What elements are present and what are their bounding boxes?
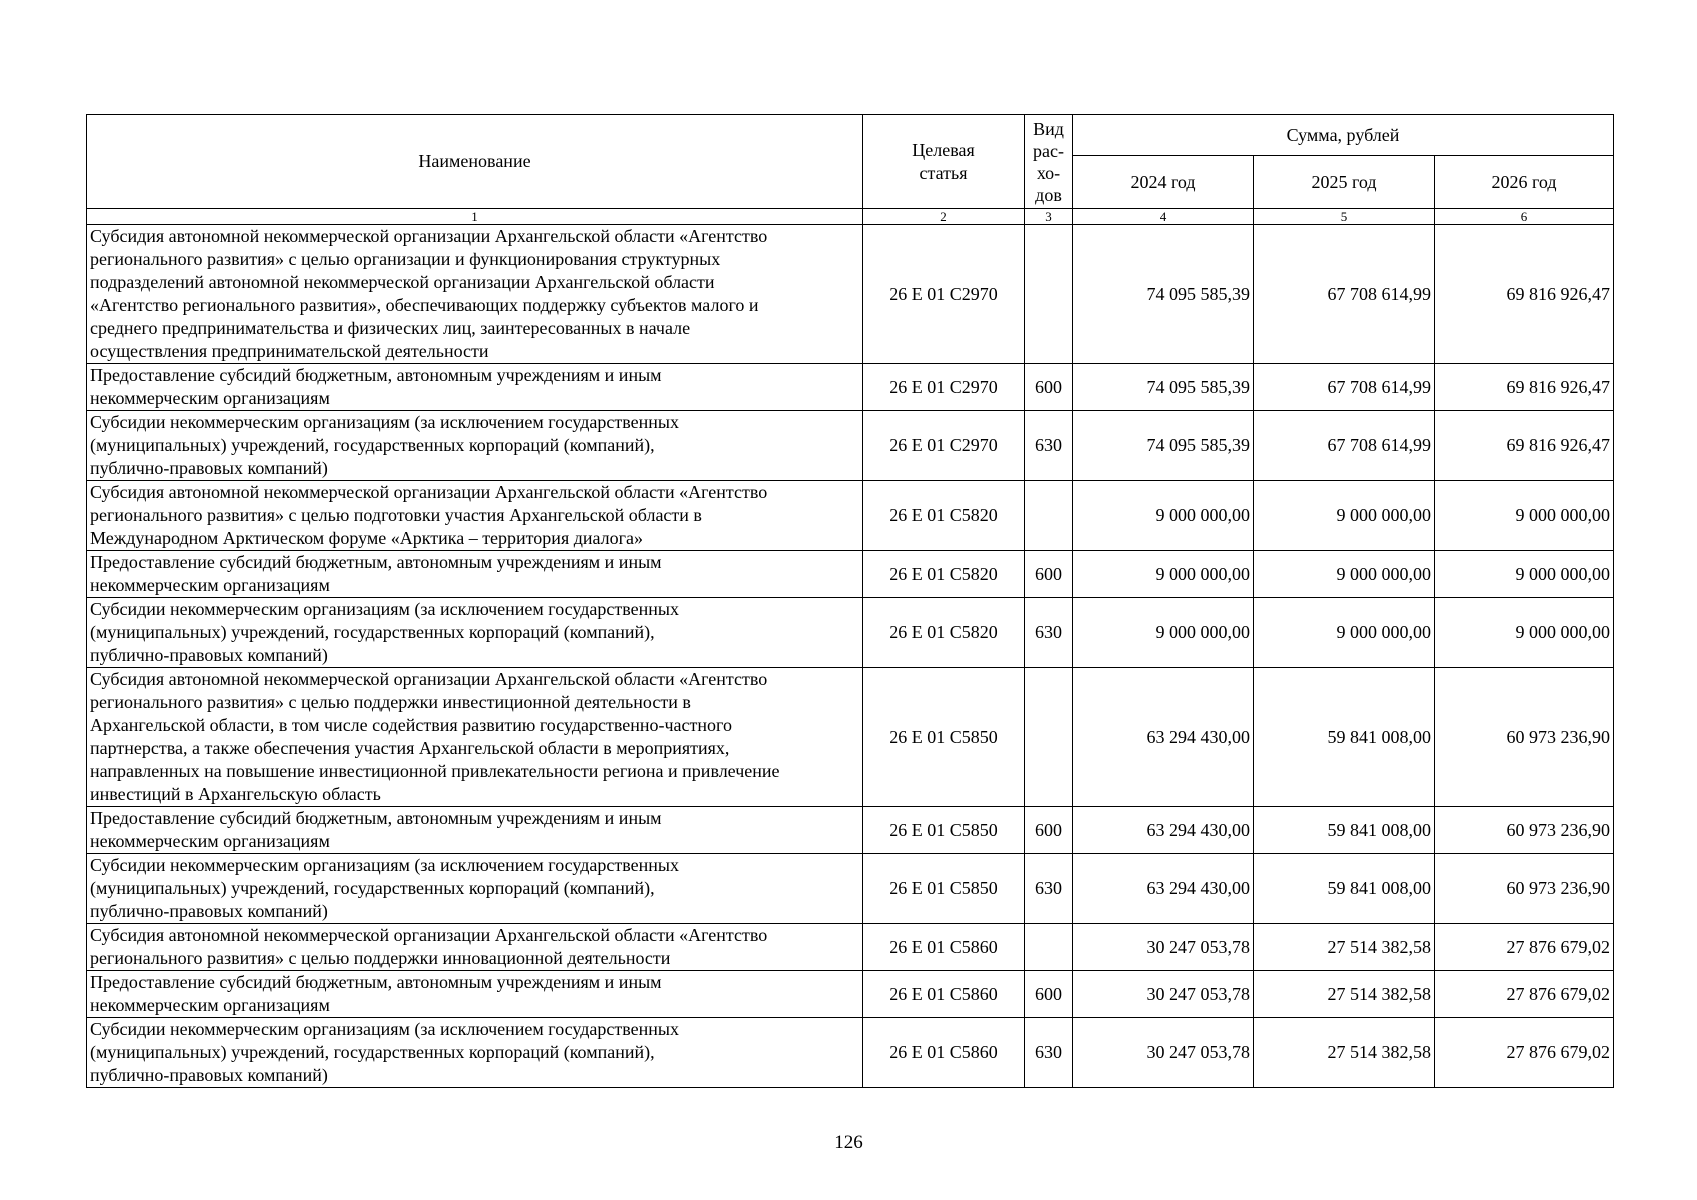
row-amount-2025: 27 514 382,58 <box>1254 924 1435 971</box>
row-name-line: Международном Арктическом форуме «Арктика – территория диалога» <box>90 528 644 548</box>
row-amount-2025: 59 841 008,00 <box>1254 668 1435 807</box>
row-expense-kind: 600 <box>1025 551 1073 598</box>
row-name-line: партнерства, а также обеспечения участия Архангельской области в мероприятиях, <box>90 738 730 758</box>
row-target-code: 26 Е 01 С5850 <box>863 854 1025 924</box>
row-name-line: Субсидия автономной некоммерческой организации Архангельской области «Агентство <box>90 482 768 502</box>
row-amount-2024: 9 000 000,00 <box>1073 598 1254 668</box>
row-name-line: инвестиций в Архангельскую область <box>90 784 381 804</box>
row-name-line: регионального развития» с целью поддержки инвестиционной деятельности в <box>90 692 691 712</box>
header-target-line: статья <box>919 162 968 183</box>
table-row <box>87 551 1614 598</box>
row-amount-2026: 27 876 679,02 <box>1435 924 1614 971</box>
row-name-line: регионального развития» с целью поддержки инновационной деятельности <box>90 948 671 968</box>
column-number: 4 <box>1073 209 1254 225</box>
row-name-line: Субсидии некоммерческим организациям (за исключением государственных <box>90 1019 680 1039</box>
row-name-line: (муниципальных) учреждений, государственных корпораций (компаний), <box>90 622 655 642</box>
row-amount-2024: 63 294 430,00 <box>1073 854 1254 924</box>
row-expense-kind: 630 <box>1025 1018 1073 1088</box>
header-kind-line: дов <box>1035 184 1062 205</box>
row-amount-2025: 9 000 000,00 <box>1254 551 1435 598</box>
row-name-line: Субсидии некоммерческим организациям (за исключением государственных <box>90 855 680 875</box>
row-amount-2026: 69 816 926,47 <box>1435 225 1614 364</box>
table-row <box>87 225 1614 364</box>
row-name <box>87 598 863 668</box>
table-row <box>87 854 1614 924</box>
row-amount-2025: 59 841 008,00 <box>1254 854 1435 924</box>
row-name <box>87 971 863 1018</box>
column-number: 2 <box>863 209 1025 225</box>
table-row <box>87 481 1614 551</box>
row-name <box>87 924 863 971</box>
header-year-2024: 2024 год <box>1073 156 1254 209</box>
row-amount-2024: 74 095 585,39 <box>1073 225 1254 364</box>
row-name-line: направленных на повышение инвестиционной привлекательности региона и привлечение <box>90 761 780 781</box>
row-amount-2024: 74 095 585,39 <box>1073 411 1254 481</box>
row-name-line: (муниципальных) учреждений, государственных корпораций (компаний), <box>90 1042 655 1062</box>
row-name <box>87 225 863 364</box>
row-name-line: Предоставление субсидий бюджетным, автономным учреждениям и иным <box>90 972 662 992</box>
header-kind-line: хо- <box>1036 162 1061 183</box>
page-number: 126 <box>834 1132 863 1153</box>
row-amount-2024: 63 294 430,00 <box>1073 668 1254 807</box>
row-expense-kind: 630 <box>1025 854 1073 924</box>
row-name <box>87 551 863 598</box>
table-body <box>87 225 1614 1088</box>
header-sum-label: Сумма, рублей <box>1286 124 1400 145</box>
row-name <box>87 364 863 411</box>
row-expense-kind <box>1025 924 1073 971</box>
row-name <box>87 854 863 924</box>
row-target-code: 26 Е 01 С5850 <box>863 668 1025 807</box>
row-name-line: некоммерческим организациям <box>90 388 330 408</box>
row-name-line: Субсидии некоммерческим организациям (за исключением государственных <box>90 599 680 619</box>
row-amount-2026: 9 000 000,00 <box>1435 598 1614 668</box>
row-name-line: Предоставление субсидий бюджетным, автономным учреждениям и иным <box>90 365 662 385</box>
row-name-line: Предоставление субсидий бюджетным, автономным учреждениям и иным <box>90 552 662 572</box>
row-amount-2025: 67 708 614,99 <box>1254 225 1435 364</box>
row-name-line: среднего предпринимательства и физических лиц, заинтересованных в начале <box>90 318 691 338</box>
header-sum <box>1073 115 1614 156</box>
row-amount-2025: 59 841 008,00 <box>1254 807 1435 854</box>
row-name-line: Субсидия автономной некоммерческой организации Архангельской области «Агентство <box>90 669 768 689</box>
row-name-line: публично-правовых компаний) <box>90 1065 328 1085</box>
column-number-row <box>87 209 1614 225</box>
row-amount-2026: 69 816 926,47 <box>1435 411 1614 481</box>
row-amount-2024: 30 247 053,78 <box>1073 1018 1254 1088</box>
table-row <box>87 598 1614 668</box>
row-name-line: осуществления предпринимательской деятельности <box>90 341 489 361</box>
row-expense-kind <box>1025 225 1073 364</box>
row-amount-2025: 67 708 614,99 <box>1254 364 1435 411</box>
row-name <box>87 1018 863 1088</box>
row-name-line: некоммерческим организациям <box>90 831 330 851</box>
row-name-line: Субсидия автономной некоммерческой организации Архангельской области «Агентство <box>90 226 768 246</box>
row-name-line: (муниципальных) учреждений, государственных корпораций (компаний), <box>90 878 655 898</box>
row-name <box>87 668 863 807</box>
row-expense-kind: 630 <box>1025 411 1073 481</box>
row-amount-2024: 30 247 053,78 <box>1073 924 1254 971</box>
row-name-line: регионального развития» с целью организации и функционирования структурных <box>90 249 721 269</box>
table-row <box>87 807 1614 854</box>
header-kind-line: рас- <box>1033 140 1064 161</box>
row-amount-2026: 60 973 236,90 <box>1435 807 1614 854</box>
row-amount-2025: 9 000 000,00 <box>1254 481 1435 551</box>
table-row <box>87 1018 1614 1088</box>
row-name <box>87 807 863 854</box>
row-amount-2026: 60 973 236,90 <box>1435 668 1614 807</box>
row-target-code: 26 Е 01 С2970 <box>863 411 1025 481</box>
row-name-line: Субсидии некоммерческим организациям (за исключением государственных <box>90 412 680 432</box>
row-expense-kind <box>1025 668 1073 807</box>
row-expense-kind: 600 <box>1025 971 1073 1018</box>
table-row <box>87 668 1614 807</box>
row-name-line: подразделений автономной некоммерческой организации Архангельской области <box>90 272 715 292</box>
row-name-line: Субсидия автономной некоммерческой организации Архангельской области «Агентство <box>90 925 768 945</box>
row-expense-kind: 600 <box>1025 364 1073 411</box>
row-name <box>87 481 863 551</box>
row-amount-2026: 9 000 000,00 <box>1435 551 1614 598</box>
row-amount-2025: 27 514 382,58 <box>1254 971 1435 1018</box>
row-amount-2024: 74 095 585,39 <box>1073 364 1254 411</box>
header-kind <box>1025 115 1073 209</box>
row-name-line: публично-правовых компаний) <box>90 458 328 478</box>
row-target-code: 26 Е 01 С5860 <box>863 971 1025 1018</box>
row-amount-2026: 27 876 679,02 <box>1435 971 1614 1018</box>
row-amount-2024: 30 247 053,78 <box>1073 971 1254 1018</box>
row-target-code: 26 Е 01 С5860 <box>863 924 1025 971</box>
row-amount-2026: 60 973 236,90 <box>1435 854 1614 924</box>
row-name-line: регионального развития» с целью подготовки участия Архангельской области в <box>90 505 702 525</box>
table-row <box>87 411 1614 481</box>
column-number: 3 <box>1025 209 1073 225</box>
column-number: 6 <box>1435 209 1614 225</box>
row-amount-2025: 9 000 000,00 <box>1254 598 1435 668</box>
table-row <box>87 364 1614 411</box>
row-target-code: 26 Е 01 С5820 <box>863 481 1025 551</box>
row-amount-2026: 69 816 926,47 <box>1435 364 1614 411</box>
row-name-line: публично-правовых компаний) <box>90 901 328 921</box>
row-name-line: некоммерческим организациям <box>90 575 330 595</box>
header-target-line: Целевая <box>912 139 975 160</box>
header-year-2026: 2026 год <box>1435 156 1614 209</box>
row-amount-2026: 9 000 000,00 <box>1435 481 1614 551</box>
row-amount-2025: 67 708 614,99 <box>1254 411 1435 481</box>
row-target-code: 26 Е 01 С2970 <box>863 225 1025 364</box>
column-number: 5 <box>1254 209 1435 225</box>
header-target <box>863 115 1025 209</box>
row-target-code: 26 Е 01 С5850 <box>863 807 1025 854</box>
column-number: 1 <box>87 209 863 225</box>
row-amount-2024: 9 000 000,00 <box>1073 551 1254 598</box>
row-name-line: (муниципальных) учреждений, государственных корпораций (компаний), <box>90 435 655 455</box>
row-amount-2026: 27 876 679,02 <box>1435 1018 1614 1088</box>
row-expense-kind <box>1025 481 1073 551</box>
row-target-code: 26 Е 01 С5820 <box>863 598 1025 668</box>
row-amount-2025: 27 514 382,58 <box>1254 1018 1435 1088</box>
row-target-code: 26 Е 01 С5820 <box>863 551 1025 598</box>
row-target-code: 26 Е 01 С5860 <box>863 1018 1025 1088</box>
row-amount-2024: 9 000 000,00 <box>1073 481 1254 551</box>
row-name <box>87 411 863 481</box>
row-target-code: 26 Е 01 С2970 <box>863 364 1025 411</box>
header-name <box>87 115 863 209</box>
row-amount-2024: 63 294 430,00 <box>1073 807 1254 854</box>
row-name-line: «Агентство регионального развития», обеспечивающих поддержку субъектов малого и <box>90 295 759 315</box>
table-row <box>87 971 1614 1018</box>
row-name-line: Предоставление субсидий бюджетным, автономным учреждениям и иным <box>90 808 662 828</box>
row-expense-kind: 630 <box>1025 598 1073 668</box>
header-name-label: Наименование <box>418 151 531 171</box>
row-name-line: Архангельской области, в том числе содействия развитию государственно-частного <box>90 715 732 735</box>
budget-table <box>86 114 1614 1088</box>
header-year-2025: 2025 год <box>1254 156 1435 209</box>
row-name-line: некоммерческим организациям <box>90 995 330 1015</box>
row-expense-kind: 600 <box>1025 807 1073 854</box>
table-row <box>87 924 1614 971</box>
row-name-line: публично-правовых компаний) <box>90 645 328 665</box>
header-kind-line: Вид <box>1033 118 1064 139</box>
